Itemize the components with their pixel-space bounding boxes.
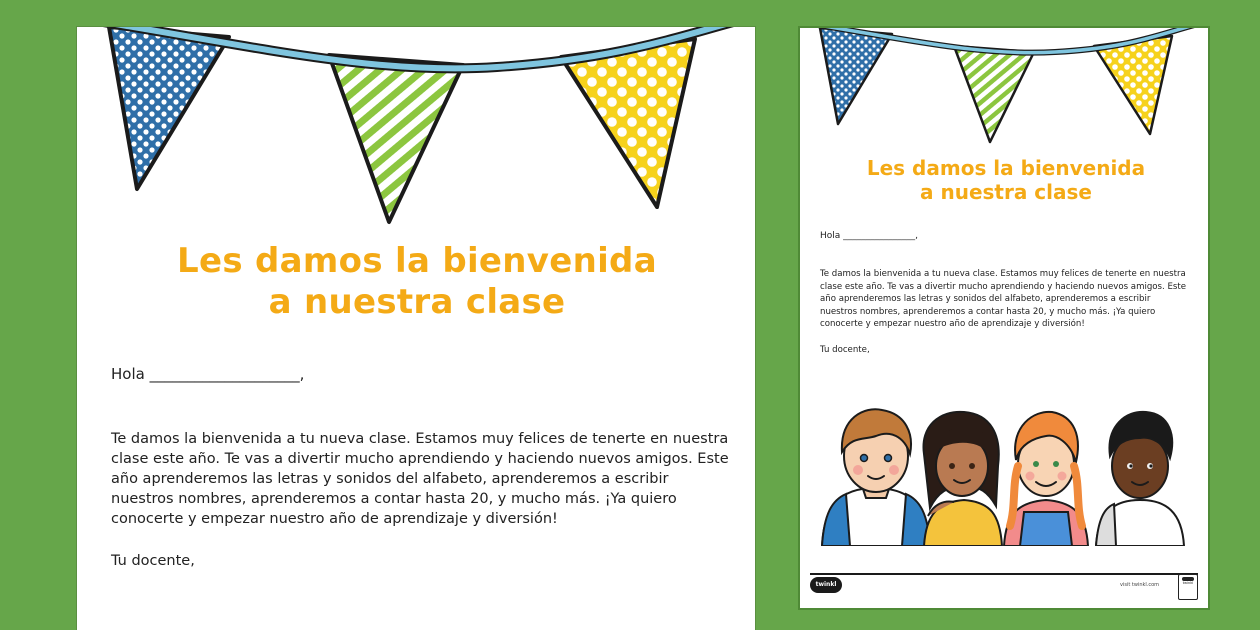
greeting-line-small: Hola ________________,: [820, 231, 919, 241]
letter-body: Te damos la bienvenida a tu nueva clase. Estamos muy felices de tenerte en nuestra clase este año. Te vas a divertir mucho aprendiendo y haciendo nuevos amigos. Este año aprenderemos las letras y sonidos del alfabeto, aprenderemos a escribir nuestros nombres, aprenderemos a contar hasta 20, y mucho más. ¡Ya quiero conocerte y empezar nuestro año de aprendizaje y diversión!: [111, 431, 729, 527]
title-line-2-small: a nuestra clase: [920, 180, 1092, 204]
page-title-small: [800, 156, 1210, 204]
sign-off: Tu docente,: [111, 553, 195, 569]
title-line-1: Les damos la bienvenida: [177, 241, 657, 281]
page-title: [77, 241, 756, 323]
letter-page-small: [798, 26, 1210, 610]
footer-badge-icon: twinkl: [1178, 574, 1198, 600]
child-4-figure: [1096, 412, 1184, 546]
footer-url: visit twinkl.com: [1120, 582, 1160, 588]
title-line-2: a nuestra clase: [268, 281, 566, 322]
greeting-line: Hola ____________________,: [111, 365, 305, 383]
title-line-1-small: Les damos la bienvenida: [866, 156, 1146, 180]
child-2-figure: [923, 412, 1002, 546]
children-illustration: [820, 396, 1192, 546]
twinkl-logo-icon: twinkl: [810, 577, 842, 593]
child-1-figure: [822, 409, 930, 546]
letter-body-small: Te damos la bienvenida a tu nueva clase. Estamos muy felices de tenerte en nuestra clase este año. Te vas a divertir mucho aprendiendo y haciendo nuevos amigos. Este año aprenderemos las letras y sonidos del alfabeto, aprenderemos a escribir nuestros nombres, aprenderemos a contar hasta 20, y mucho más. ¡Ya quiero conocerte y empezar nuestro año de aprendizaje y diversión!: [820, 269, 1187, 329]
sign-off-small: Tu docente,: [820, 345, 870, 355]
letter-page-large: [76, 26, 756, 630]
child-3-figure: [1004, 412, 1088, 546]
bunting-illustration-small: [800, 28, 1210, 148]
bunting-illustration: [77, 27, 756, 237]
footer-divider: [810, 573, 1198, 575]
